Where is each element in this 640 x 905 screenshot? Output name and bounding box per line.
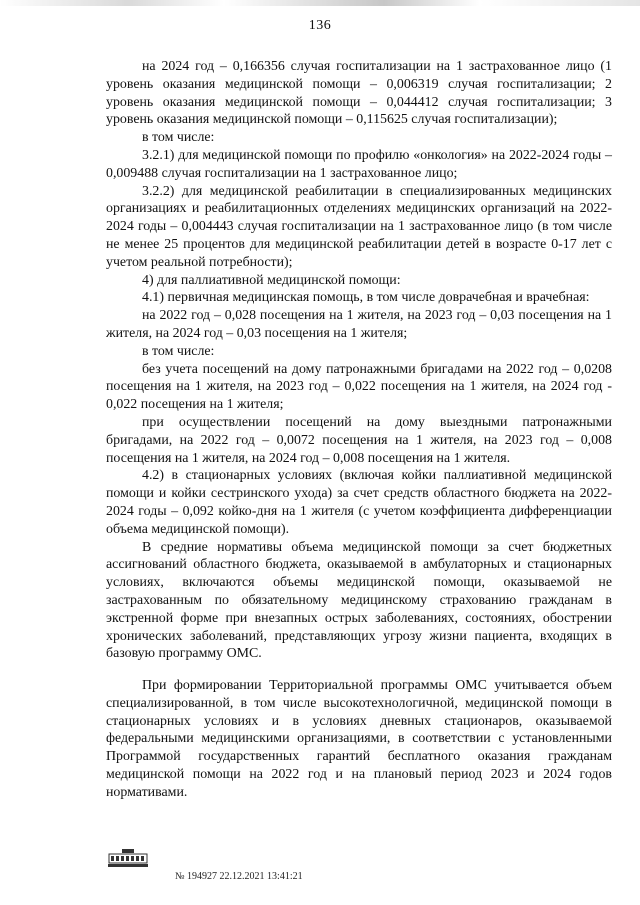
page-number: 136	[308, 18, 332, 33]
paragraph-mobile-patronage: при осуществлении посещений на дому выездными патронажными бригадами, на 2022 год – 0,0072 посещения на 1 жителя, на 2023 год – 0,008 посещения на 1 жителя, на 2024 год – 0,008 посещения на 1 жителя.	[106, 414, 612, 466]
paragraph-oncology: 3.2.1) для медицинской помощи по профилю «онкология» на 2022-2024 годы – 0,009488 случая госпитализации на 1 застрахованное лицо;	[106, 147, 612, 181]
paragraph-without-patronage: без учета посещений на дому патронажными бригадами на 2022 год – 0,0208 посещения на 1 жителя, на 2023 год – 0,022 посещения на 1 жителя, на 2024 год - 0,022 посещения на 1 жителя;	[106, 361, 612, 413]
paragraph-oms-program: При формировании Территориальной программы ОМС учитывается объем специализированной, в том числе высокотехнологичной, медицинской помощи в стационарных условиях и в условиях дневных стационаров, оказываемой федеральными медицинскими организациями, в соответствии с установленными Программой государственных гарантий бесплатного оказания гражданам медицинской помощи на 2022 год и на плановый период 2023 и 2024 годов нормативами.	[106, 678, 612, 800]
paragraph-including-1: в том числе:	[142, 130, 215, 146]
paragraph-primary-care: 4.1) первичная медицинская помощь, в том числе доврачебная и врачебная:	[142, 290, 590, 306]
document-stamp-icon	[108, 848, 148, 868]
paragraph-including-2: в том числе:	[142, 343, 215, 359]
paragraph-visits-per-resident: на 2022 год – 0,028 посещения на 1 жителя, на 2023 год – 0,03 посещения на 1 жителя, на 2024 год – 0,03 посещения на 1 жителя;	[106, 308, 612, 341]
scan-edge-artifact	[0, 0, 640, 6]
paragraph-rehabilitation: 3.2.2) для медицинской реабилитации в специализированных медицинских организациях и реабилитационных отделениях медицинских организаций на 2022-2024 годы – 0,004443 случая госпитализации на 1 застрахованное лицо (в том числе не менее 25 процентов для медицинской реабилитации детей в возрасте 0-17 лет с учетом реальной потребности);	[106, 183, 612, 270]
paragraph-inpatient-palliative: 4.2) в стационарных условиях (включая койки паллиативной медицинской помощи и койки сестринского ухода) за счет средств областного бюджета на 2022-2024 годы – 0,092 койко-дня на 1 жителя (с учетом коэффициента дифференциации объема медицинской помощи).	[106, 468, 612, 537]
paragraph-2024-hospitalization: на 2024 год – 0,166356 случая госпитализации на 1 застрахованное лицо (1 уровень оказания медицинской помощи – 0,006319 случая госпитализации; 2 уровень оказания медицинской помощи – 0,044412 случая госпитализации; 3 уровень оказания медицинской помощи – 0,115625 случая госпитализации);	[106, 59, 612, 128]
document-registration-footer: № 194927 22.12.2021 13:41:21	[175, 871, 303, 882]
document-body	[106, 58, 612, 802]
paragraph-budget-norms: В средние нормативы объема медицинской помощи за счет бюджетных ассигнований областного бюджета, оказываемой в амбулаторных и стационарных условиях, включаются объемы медицинской помощи, оказываемой не застрахованным по обязательному медицинскому страхованию гражданам в экстренной форме при внезапных острых заболеваниях, состояниях, обострении хронических заболеваний, представляющих угрозу жизни пациента, входящих в базовую программу ОМС.	[106, 539, 612, 662]
paragraph-palliative-care: 4) для паллиативной медицинской помощи:	[142, 272, 401, 288]
